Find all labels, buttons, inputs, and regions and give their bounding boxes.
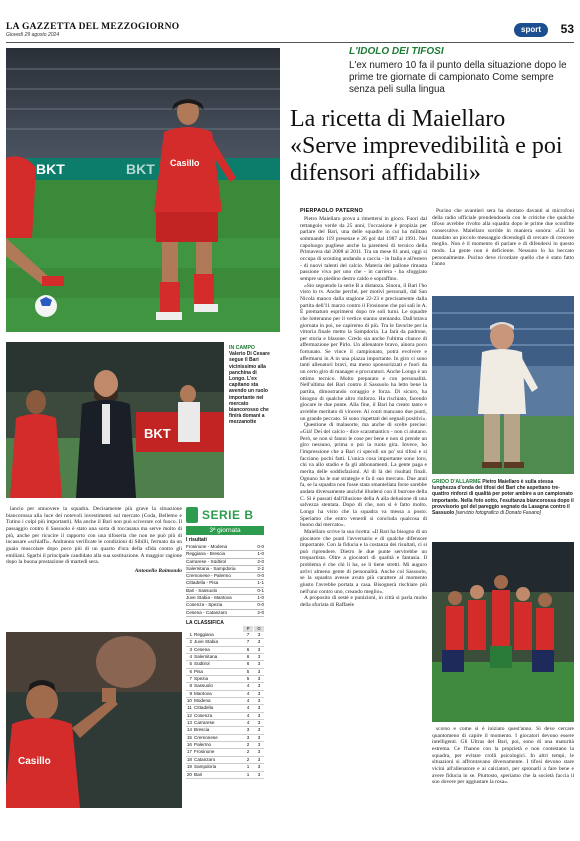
standings-team: Modena [194,698,211,704]
standings-row [186,669,264,676]
standings-team: Salernitana [194,654,218,659]
standings-team: Catanzaro [194,756,216,762]
standings-games: 3 [257,756,261,762]
result-score: 1-0 [257,595,264,601]
standings-games: 3 [257,712,261,718]
standings-games: 3 [257,683,261,689]
standings-team: Pisa [194,668,203,674]
standings-points: 4 [246,705,250,711]
standings-team: Südtirol [194,661,210,667]
caption-in-campo-title: IN CAMPO [229,345,255,351]
team-celebration-illustration [432,542,574,722]
standings-col-points: P [243,626,253,632]
standings-pos: 2 [189,639,192,645]
column-right-bottom [432,726,574,786]
standings-row [186,749,264,756]
result-row [186,588,264,595]
result-score: 1-0 [257,551,264,557]
standings-games: 3 [257,698,261,704]
shirt-sponsor-text: Casillo [170,158,200,168]
standings-row [186,705,264,712]
result-row [186,551,264,558]
result-row [186,544,264,551]
standings-pos: 17 [186,749,192,755]
standings-team: Cesena [194,646,210,652]
serie-b-logo-icon [186,507,198,523]
di-cesare-illustration [6,342,224,498]
standings-points: 2 [246,749,250,755]
standings-row [186,654,264,661]
caption-grido-credit: [servizio fotografico di Donato Fasano] [455,510,541,517]
column-middle [300,216,427,609]
result-match: Cremonese - Palermo [186,573,231,579]
standings-row [186,713,264,720]
result-score: 1-1 [257,580,264,586]
standings-games: 3 [257,705,261,711]
standings-games: 3 [257,734,261,740]
caption-grido-text: Pietro Maiellaro è sulla stessa lunghezza d'onda dei tifosi del Bari che aspettano tre-quattro rinforzi di qualità per poter ambire a un campionato importante. Nella foto sotto, l'esultanza biancorossa dopo il provvisorio gol del pareggio segnato da Lasagna contro il Sassuolo [432,479,574,517]
standings-team: Sampdoria [194,764,217,770]
column-right-para: Pucino che avantieri sera ha sbottato davanti ai microfoni della radio ufficiale prendendosela con le critiche che qualche tifoso avrebbe rivolto alla squadra dopo le prime due sconfitte consecutive. Maiellaro sorride in maniera sonora: «Gli ho mandato un piccolo messaggio dicendogli di cercare di crescere meglio. Non è il momento di parlare e di difendersi in questo modo. La gente non è deficiente. Nessuno lo ha beccato personalmente. Pucino deve ricordare quello che è stato fatto l'anno [432,208,574,268]
standings-pos: 10 [186,698,192,704]
standings-team: Carrarese [194,720,215,726]
caption-grido-title: GRIDO D'ALLARME [432,479,481,485]
standings-games: 3 [257,690,261,696]
photo-player-celebration [6,632,182,808]
standings-points: 7 [246,639,250,645]
standings-row [186,683,264,690]
standings-pos: 19 [186,764,192,770]
standings-games: 3 [257,631,261,637]
result-row [186,580,264,587]
article-kicker: L'IDOLO DEI TIFOSI [349,46,444,57]
column-left [6,506,182,575]
article-headline: La ricetta di Maiellaro «Serve imprevedibilità e poi difensori affidabili» [290,106,563,186]
standings-pos: 18 [186,756,192,762]
column-middle-para: Questione di malasorte, ma anche di scelte precise: «Già! Dei del calcio - dice scaramantico - non ci aiutano. Però, se non si fanno le cose per bene e non si prende un giro nessuno, prima o poi la ruota gira. Invece, ho l'impressione che a Bari ci speculi un po' sui tifosi e si facciano pochi fatti. L'unica cosa importante sono loro, chi va allo stadio e fa gli abbonamenti. La gente paga e merita delle soddisfazioni. Al di là dei risultati finali. Ognuno ha le sue strategie e fa il suo mercato. Due anni fa, se la squadra non fosse stata smantellata forse sarebbe andata diversamente anziché illudersi con il burrone della C. Si è passati dall'illusione della A alla delusione di una salvezza stentata. Dopo di che, non si è fatto molto. Longo ha visto che la squadra va messa a posto. Speriamo che entro venerdì si concluda qualcosa di buono dal mercato». [300,422,427,529]
standings-games: 3 [257,654,261,659]
column-left-para: lancio per smuovere la squadra. Decisamente più grave la situazione biancorossa alla luce dei notevoli investimenti sul mercato (Coda, Bellemo e Tutino i colpi più importanti). Ma anche il Bari non può sciverare col fuoco. Il passaggio contro il Sassuolo è stato una sorta di toccasana ma serve molto di più, anche per ricucire il rapporto con una tifoseria che non ne può più di incassare «schiaffi». Andranno verificate le condizioni di Sibilli, fermato da un guaio muscolare dopo poco più di un quarto d'ora della sfida contro gli emiliani. Sgarbi il principale candidato alla sua sostituzione. A maggior ragione dopo la buona prestazione di martedì sera. [6,506,182,566]
standings-games: 3 [257,771,261,777]
results-title: I risultati [186,537,207,543]
standings-points: 4 [246,683,250,689]
caption-grido [432,479,574,516]
standings-games: 3 [257,764,261,770]
standings-games: 3 [257,639,261,645]
standings-pos: 1 [189,631,192,637]
match-action-illustration [6,48,280,332]
result-score: 0-0 [257,602,264,608]
standings-points: 4 [246,720,250,726]
result-score: 2-0 [257,609,264,615]
standings-points: 7 [246,631,250,637]
result-row [186,559,264,566]
photo-team-celebration [432,542,574,722]
article-subhead: L'ex numero 10 fa il punto della situazione dopo le prime tre giornate di campionato Come sempre senza peli sulla lingua [349,60,567,95]
standings-team: Cittadella [194,705,214,711]
standings-games: 3 [257,676,261,682]
standings-team: Cremonese [194,734,218,740]
result-row [186,573,264,580]
standings-title: LA CLASSIFICA [186,619,224,626]
standings-team: Bari [194,771,203,777]
column-left-signature: Antonello Raimondo [134,567,182,574]
standings-row [186,661,264,668]
caption-in-campo-text: Valerio Di Cesare segue il Bari vicinissimo alla panchina di Longo. L'ex capitano sta avendo un ruolo importante nel mercato biancorosso che finirà domani a mezzanotte [229,351,270,426]
results-list [186,544,264,617]
standings-team: Palermo [194,742,212,748]
standings-pos: 13 [186,720,192,726]
column-middle-para: «Sto seguendo la serie B a distanza. Sinora, il Bari l'ho visto in tv. Anche perché, per motivi personali, dal San Nicola manco dalla stagione 22-23 e precisamente dalla partita dell'11 marzo contro il Frosinone che poi salì in A. È prematuro esprimersi dopo tre soli turni. Le squadre che lotteranno per il vertice stanno stentando. Dall'ottava giornata in poi, ne capiremo di più. Tra le favorite per la vittoria finale metto la Sampdoria. La farà da padrone, per storia e blasone. Credo sia anche l'ultima chance di affermazione per Pirlo. Un allenatore bravo, ainora poco fortunato. Se vince il campionato, potrà evolvere e affermarsi in A in una piazza importante. In giro ci sono tanti allenatori bravi, ma meno sponsorizzati e fuori da un certo giro di manager e procuratori. Anche Longo è un ottimo tecnico. Molto preparato e con personalità. Nell'ultima del Bari contro il Sassuolo ha letto bene la partita, dimostrando coraggio e forza. Di sicuro, ha bisogno di qualche altro rinforzo. Ha rischiato, facendo giocare le due punte. Alla fine, il Bari ha creato tanto e avrebbe meritato di vincere. Ai conti mancano due punti, un grande peccato. Si sono rispettati dei segnali positivi». [300,282,427,422]
standings-pos: 16 [186,742,192,748]
photo-di-cesare [6,342,224,498]
page-number: 53 [560,22,574,36]
standings-games: 3 [257,668,261,674]
sponsor-board-text: BKT [144,426,171,441]
standings-pos: 4 [189,654,192,659]
standings-pos: 7 [189,676,192,682]
standings-team: Juve Stabia [194,639,219,645]
serie-b-logo [186,506,264,524]
standings-points: 5 [246,668,250,674]
standings-points: 6 [246,646,250,652]
standings-team: Brescia [194,727,210,733]
masthead [6,22,574,42]
standings-points: 1 [246,764,250,770]
result-row [186,602,264,609]
standings-points: 6 [246,661,250,667]
result-match: Frosinone - Modena [186,544,228,549]
standings-points: 1 [246,771,250,777]
standings-team: Reggiana [194,631,214,637]
standings-row [186,727,264,734]
column-middle-para: Pietro Maiellaro prova a rimettersi in gioco. Fuori dal rettangolo verde da 25 anni, l'occasione è propizia per parlare del Bari, una delle squadre in cui ha militato sommando 119 presenze e 26 gol dal 1987 al 1991. Nel capoluogo pugliese anche la parentesi di tecnico della Primavera dal 2008 al 2011. Tra un mese 61 anni, oggi si occupa di scouting andando a caccia - in Italia e all'estero - di nuovi talenti del calcio. Materia del pallone rimasta passione viva per uno che - in carriera - ha sfoggiato sempre un piedino destro caldo e sopraffino. [300,216,427,282]
caption-in-campo [229,345,271,426]
result-score: 2-2 [257,565,264,571]
standings-points: 5 [246,676,250,682]
standings-pos: 12 [186,712,192,718]
standings-row [186,632,264,639]
standings-points: 3 [246,727,250,733]
standings-points: 2 [246,756,250,762]
result-match: Carrarese - Südtirol [186,558,227,564]
result-row [186,610,264,617]
standings-row [186,639,264,646]
player-celebration-illustration [6,632,182,808]
maiellaro-illustration [432,296,574,474]
standings-row [186,772,264,779]
result-match: Salernitana - Sampdoria [186,565,236,571]
result-score: 0-1 [257,587,264,593]
standings-team: Mantova [194,690,212,696]
standings-pos: 8 [189,683,192,689]
standings-points: 4 [246,690,250,696]
standings-points: 2 [246,742,250,748]
standings-row [186,720,264,727]
shirt-sponsor-text-2: Casillo [18,756,51,767]
result-match: Bari - Sassuolo [186,587,218,593]
standings-points: 4 [246,712,250,718]
newspaper-name: LA GAZZETTA DEL MEZZOGIORNO [6,22,180,32]
standings-team: Sassuolo [194,683,213,689]
standings-team: Cosenza [194,712,213,718]
section-badge: sport [514,23,548,37]
standings-team: Spezia [194,676,209,682]
masthead-rule [6,42,574,43]
result-score: 0-0 [257,544,264,549]
standings-row [186,764,264,771]
column-right-top [432,208,574,268]
result-match: Reggiana - Brescia [186,551,226,557]
photo-maiellaro [432,296,574,474]
standings-points: 3 [246,734,250,740]
standings-points: 6 [246,654,250,659]
standings-row [186,676,264,683]
standings-list [186,632,264,779]
standings-pos: 3 [189,646,192,652]
standings-row [186,742,264,749]
result-match: Juve Stabia - Mantova [186,595,232,601]
standings-row [186,691,264,698]
standings-pos: 9 [189,690,192,696]
bkt-board-text: BKT [36,161,65,177]
standings-pos: 14 [186,727,192,733]
column-middle-para: Maiellaro scrive la sua ricetta: «Il Bari ha bisogno di un giocatore che punti l'avversario e di qualche difensore importante. Con la fiducia e la costanza dei risultati, ci si può riprendere. Dietro le due punte servirebbe un trequartista. Oltre a giocatori di qualità e fantasia. Il problema è che chi li ha, se li tiene stretti. Mi auguro arrivi almeno gente di personalità. Anche col Sassuolo, se la squadra avesse avuto più carattere al momento giusto l'avrebbe portata a casa. Bisognerà rischiare più nell'uno contro uno, creando meglio». [300,528,427,595]
standings-games: 3 [257,661,261,667]
standings-games: 3 [257,742,261,748]
bkt-board-text-2: BKT [126,161,155,177]
standings-games: 3 [257,646,261,652]
result-match: Cosenza - Spezia [186,602,223,608]
serie-b-box [186,506,264,779]
standings-row [186,735,264,742]
standings-pos: 15 [186,734,192,740]
standings-row [186,698,264,705]
result-match: Cesena - Catanzaro [186,609,228,615]
standings-pos: 5 [189,661,192,667]
standings-games: 3 [257,749,261,755]
standings-team: Frosinone [194,749,215,755]
giornata-banner: 3ª giornata [186,526,264,535]
result-match: Cittadella - Pisa [186,580,219,586]
result-row [186,595,264,602]
article-byline: PIERPAOLO PATERNO [300,208,363,214]
standings-row [186,757,264,764]
standings-row [186,647,264,654]
standings-points: 4 [246,698,250,704]
photo-match-action [6,48,280,332]
issue-date: Giovedì 29 agosto 2024 [6,32,60,38]
standings-pos: 20 [186,771,192,777]
standings-pos: 6 [189,668,192,674]
standings-pos: 11 [187,705,192,711]
standings-games: 3 [257,727,261,733]
serie-b-logo-text: SERIE B [202,508,254,522]
result-score: 0-0 [257,573,264,579]
result-score: 2-0 [257,558,264,564]
standings-col-games: G [254,626,264,632]
standings-games: 3 [257,720,261,726]
result-row [186,566,264,573]
column-middle-para: A proposito di sestè e punizioni, in città si parla molto della sfuriata di Raffaele [300,595,427,609]
column-right-para: scorso e come si è iniziato quest'anno. Si deve cercare quantomeno di capire il momento. I giocatori devono essere intelligenti. Gli Ultras del Bari, poi, sono di una maturità estrema. Ce l'hanno con la proprietà e non contestano la squadra, per evitare crolli psicologici. In altri tempi, le situazioni si affrontavano diversamente. I tifosi devono stare vicini all'allenatore e ai calciatori, per spronarli a fare bene e avere fiducia in se. Piuttosto, speriamo che la società faccia il suo dovere per aggiustare la rosa». [432,726,574,786]
